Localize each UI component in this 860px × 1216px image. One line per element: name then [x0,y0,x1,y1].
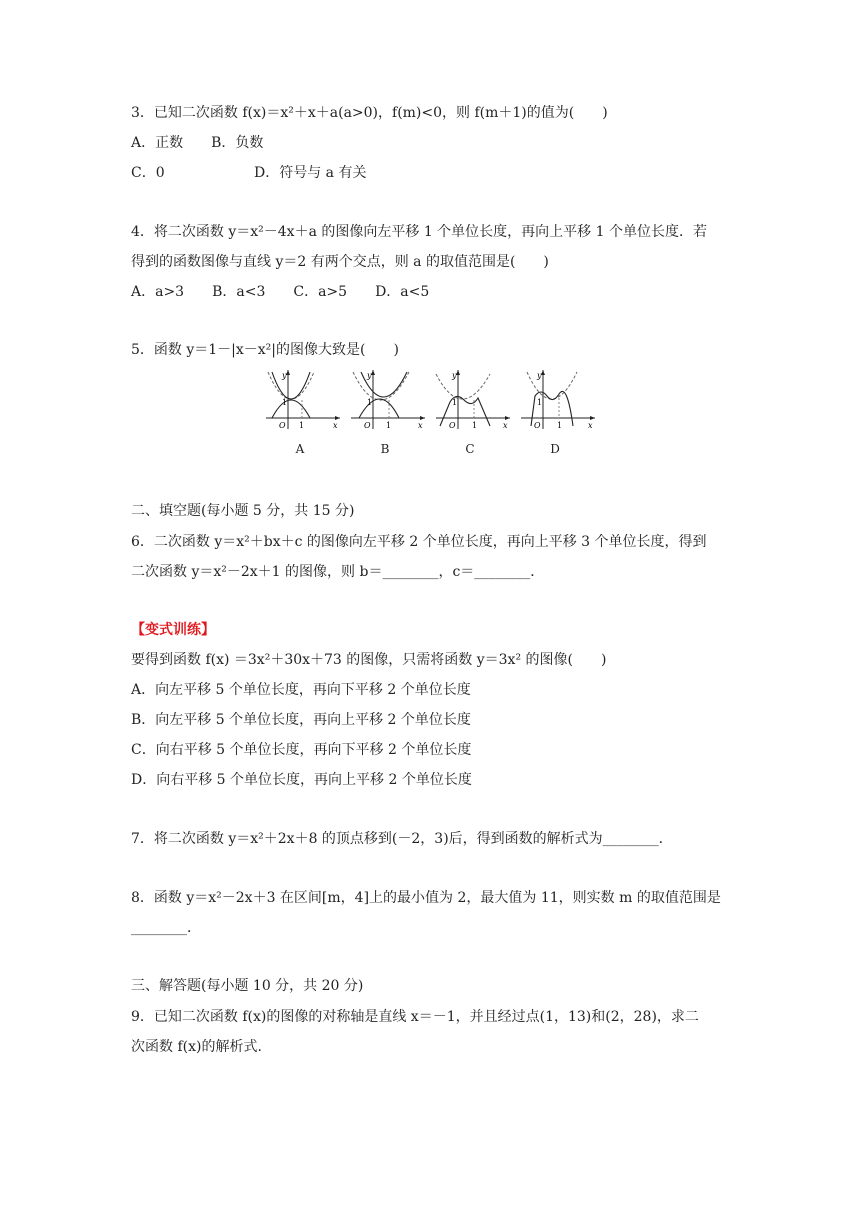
q8-line1: 8．函数 y＝x²－2x＋3 在区间[m，4]上的最小值为 2，最大值为 11，则实数 m 的取值范围是 [131,890,721,906]
q6-line2: 二次函数 y＝x²－2x＋1 的图像，则 b＝________，c＝________． [131,564,545,580]
svg-text:O: O [449,421,456,430]
graph-label-b: B [380,442,390,456]
variant-option-c: C．向右平移 5 个单位长度，再向下平移 2 个单位长度 [131,742,472,758]
q4-stem-line2: 得到的函数图像与直线 y＝2 有两个交点，则 a 的取值范围是( ) [131,254,549,270]
graph-d [517,366,599,456]
graph-a [262,366,344,456]
section-fill-in-heading: 二、填空题(每小题 5 分，共 15 分) [131,503,355,519]
q3-option-c: C．0 [131,165,165,181]
svg-text:1: 1 [537,398,543,407]
svg-text:x: x [418,421,423,430]
q8-line2: ________． [131,920,201,936]
variant-option-d: D．向右平移 5 个单位长度，再向上平移 2 个单位长度 [131,772,472,788]
svg-text:x: x [333,421,338,430]
svg-text:O: O [279,421,286,430]
variant-stem: 要得到函数 f(x) ＝3x²＋30x＋73 的图像，只需将函数 y＝3x² 的图像( ) [131,652,607,668]
svg-text:y: y [282,371,287,380]
svg-text:O: O [364,421,371,430]
svg-text:1: 1 [299,421,305,430]
variant-training-title: 【变式训练】 [131,622,215,638]
q4-stem-line1: 4．将二次函数 y＝x²－4x＋a 的图像向左平移 1 个单位长度，再向上平移 1 个单位长度．若 [131,224,707,240]
graph-b [347,366,429,456]
variant-option-b: B．向左平移 5 个单位长度，再向上平移 2 个单位长度 [131,712,471,728]
q3-stem: 3．已知二次函数 f(x)＝x²＋x＋a(a>0)，f(m)<0，则 f(m＋1)的值为( ) [131,105,608,121]
svg-text:1: 1 [557,421,563,430]
svg-text:1: 1 [367,398,373,407]
section-solve-heading: 三、解答题(每小题 10 分，共 20 分) [131,978,364,994]
svg-text:O: O [534,421,541,430]
graph-label-c: C [465,442,475,456]
q5-stem: 5．函数 y＝1－|x－x²|的图像大致是( ) [131,342,399,358]
svg-text:1: 1 [282,398,288,407]
variant-option-a: A．向左平移 5 个单位长度，再向下平移 2 个单位长度 [131,682,471,698]
svg-text:y: y [537,371,542,380]
svg-text:x: x [503,421,508,430]
svg-text:1: 1 [386,421,392,430]
graph-c [432,366,514,456]
svg-text:x: x [588,421,593,430]
graph-label-d: D [550,442,560,456]
q3-option-d: D．符号与 a 有关 [254,165,367,181]
q5-graph-options [262,366,607,461]
q3-options-ab: A．正数 B．负数 [131,135,264,151]
q9-line1: 9．已知二次函数 f(x)的图像的对称轴是直线 x＝－1，并且经过点(1，13)和(2，28)，求二 [131,1009,699,1025]
svg-text:1: 1 [472,421,478,430]
q7: 7．将二次函数 y＝x²＋2x＋8 的顶点移到(－2，3)后，得到函数的解析式为________． [131,831,673,847]
graph-label-a: A [295,442,305,456]
svg-text:y: y [452,371,457,380]
q4-options: A．a>3 B．a<3 C．a>5 D．a<5 [131,284,430,300]
svg-text:y: y [367,371,372,380]
q9-line2: 次函数 f(x)的解析式. [131,1039,262,1055]
q6-line1: 6．二次函数 y＝x²＋bx＋c 的图像向左平移 2 个单位长度，再向上平移 3 个单位长度，得到 [131,534,707,550]
svg-text:1: 1 [452,398,458,407]
